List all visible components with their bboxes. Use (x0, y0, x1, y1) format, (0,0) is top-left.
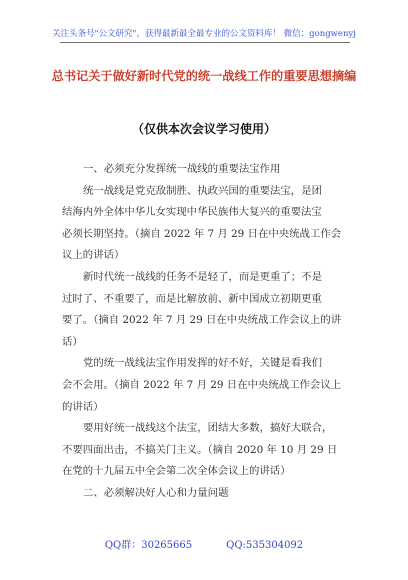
paragraph-line: 不要四面出击，不搞关门主义。（摘自 2020 年 10 月 29 日 (62, 443, 338, 456)
paragraph-line: 要用好统一战线这个法宝，团结大多数，搞好大联合， (83, 422, 333, 435)
paragraph-line: 结海内外全体中华儿女实现中华民族伟大复兴的重要法宝 (62, 206, 322, 219)
paragraph-line: 在党的十九届五中全会第二次全体会议上的讲话） (62, 465, 291, 478)
document-title: 总书记关于做好新时代党的统一战线工作的重要思想摘编 (51, 69, 357, 83)
footer-qq-group: QQ群：30265665 (104, 540, 193, 551)
document-subtitle: （仅供本次会议学习使用） (131, 122, 276, 136)
paragraph-line: 新时代统一战线的任务不是轻了，而是更重了；不是 (83, 270, 322, 283)
section-heading-2: 二、必须解决好人心和力量问题 (83, 486, 229, 499)
paragraph-line: 话） (62, 335, 83, 348)
footer-contact (0, 536, 408, 551)
header-note: 关注头条号"公文研究"，获得最新最全最专业的公文资料库！ 微信：gongwenyj (52, 29, 356, 39)
paragraph-line: 会不会用。（摘自 2022 年 7 月 29 日在中央统战工作会议上 (62, 378, 342, 391)
section-heading-1: 一、必须充分发挥统一战线的重要法宝作用 (83, 163, 281, 175)
paragraph-line: 党的统一战线法宝作用发挥的好不好，关键是看我们 (83, 357, 322, 370)
paragraph-line: 要了。（摘自 2022 年 7 月 29 日在中央统战工作会议上的讲 (62, 314, 342, 327)
paragraph-line: 统一战线是党克敌制胜、执政兴国的重要法宝，是团 (83, 184, 322, 197)
footer-qq-number: QQ:535304092 (226, 540, 304, 551)
header-divider (60, 42, 350, 43)
paragraph-line: 议上的讲话） (62, 249, 125, 262)
document-body (62, 159, 354, 505)
paragraph-line: 过时了、不重要了，而是比解放前、新中国成立初期更重 (62, 292, 322, 305)
paragraph-line: 必须长期坚持。（摘自 2022 年 7 月 29 日在中央统战工作会 (62, 227, 342, 240)
paragraph-line: 的讲话） (62, 400, 104, 413)
